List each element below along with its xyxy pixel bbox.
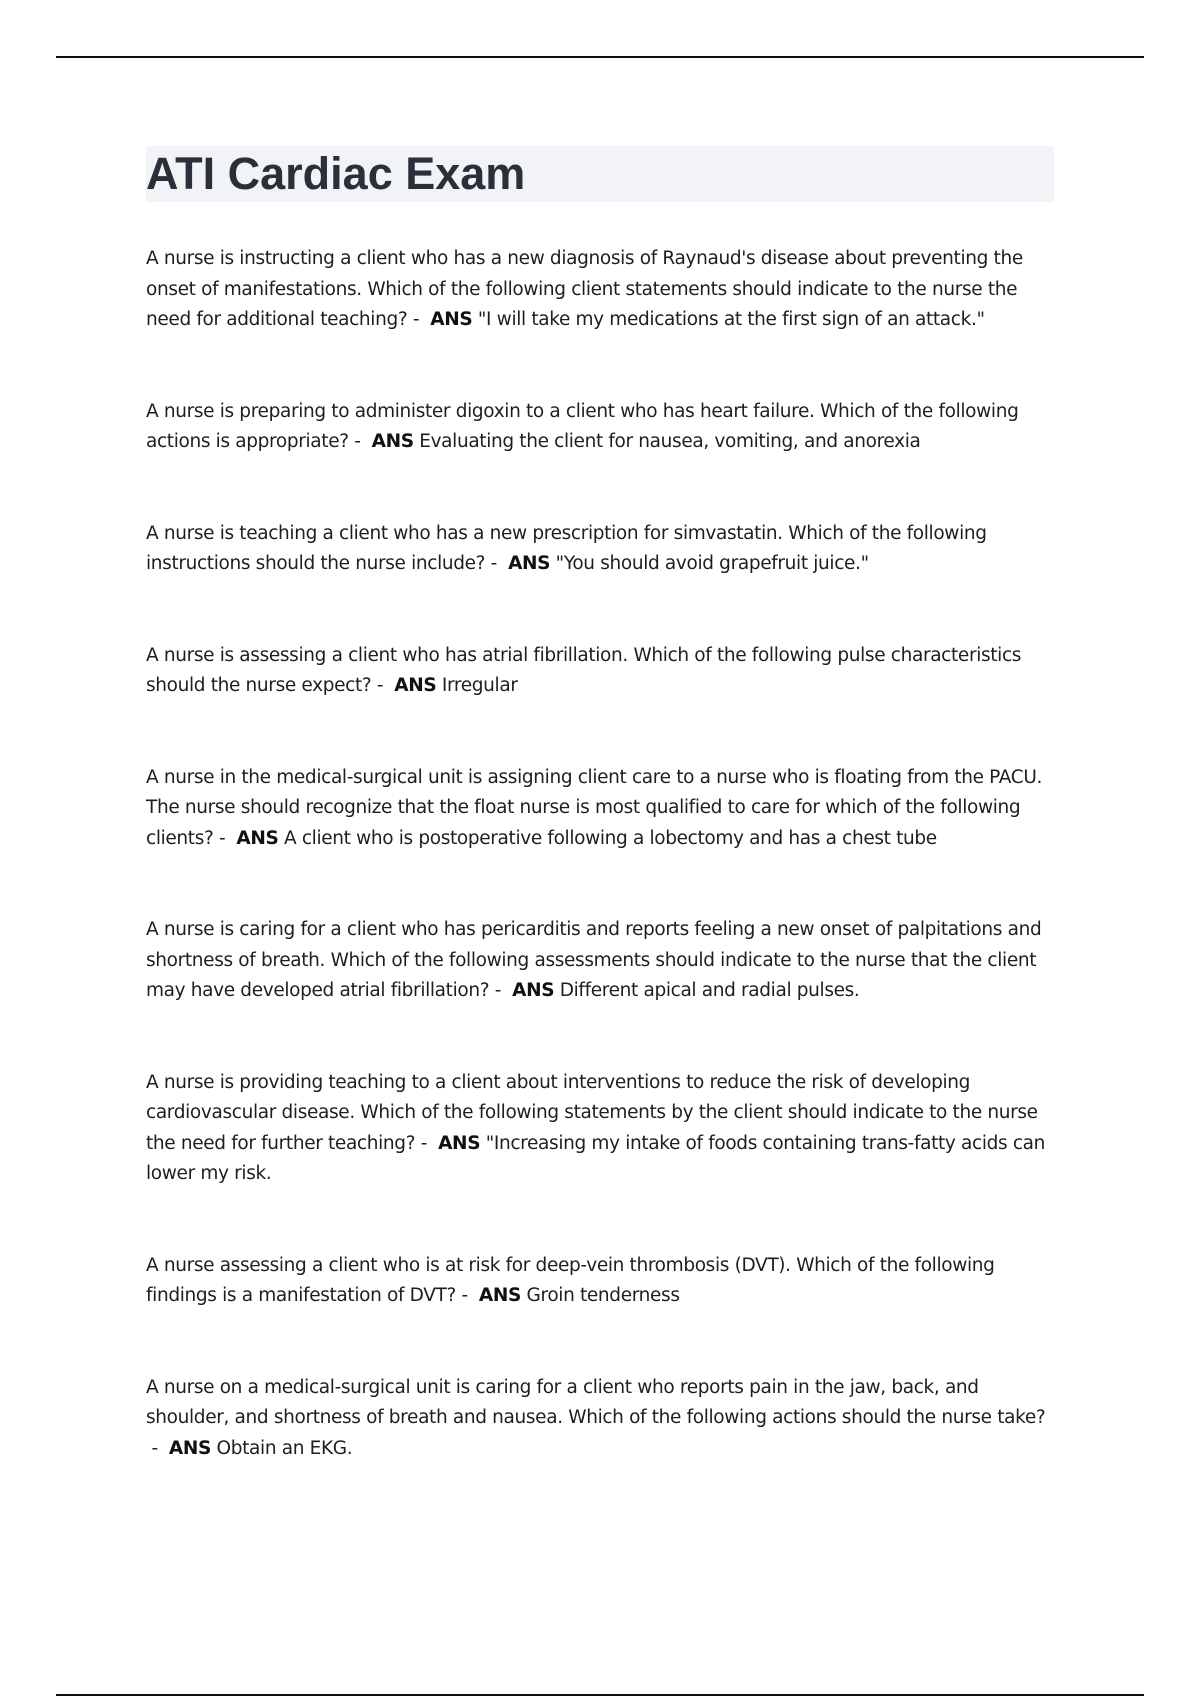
answer-text: "You should avoid grapefruit juice." (555, 553, 869, 574)
qa-item (146, 641, 1058, 702)
answer-label: ANS (508, 553, 551, 574)
answer-label: ANS (512, 980, 555, 1001)
separator: - (371, 675, 389, 696)
answer-label: ANS (371, 431, 414, 452)
question-text: A nurse assessing a client who is at risk for deep-vein thrombosis (DVT). Which of the following findings is a manifestation of DVT? (146, 1254, 995, 1306)
answer-text: "Increasing my intake of foods containing trans-fatty acids can lower my risk. (146, 1132, 1046, 1184)
question-text: A nurse in the medical-surgical unit is assigning client care to a nurse who is floating from the PACU. The nurse should recognize that the float nurse is most qualified to care for which of the following clients? (146, 766, 1043, 849)
question-text: A nurse is preparing to administer digoxin to a client who has heart failure. Which of the following actions is appropriate? (146, 400, 1019, 452)
bottom-rule (56, 1694, 1144, 1696)
qa-item (146, 244, 1058, 336)
answer-text: A client who is postoperative following a lobectomy and has a chest tube (284, 827, 937, 849)
answer-label: ANS (394, 675, 437, 696)
question-text: A nurse on a medical-surgical unit is caring for a client who reports pain in the jaw, back, and shoulder, and shortness of breath and nausea. Which of the following actions should the nurse take? (146, 1376, 1046, 1428)
qa-item (146, 1068, 1058, 1190)
qa-item (146, 1251, 1058, 1312)
question-text: A nurse is providing teaching to a client about interventions to reduce the risk of developing cardiovascular disease. Which of the following statements by the client should indicate to the nurse the need for further teaching? (146, 1071, 1038, 1154)
qa-item (146, 519, 1058, 580)
question-text: A nurse is assessing a client who has atrial fibrillation. Which of the following pulse characteristics should the nurse expect? (146, 644, 1022, 696)
answer-label: ANS (430, 309, 473, 330)
separator: - (489, 980, 507, 1001)
top-rule (56, 56, 1144, 58)
question-text: A nurse is instructing a client who has a new diagnosis of Raynaud's disease about preventing the onset of manifestations. Which of the following client statements should indicate to the nurse the need for additional teaching? (146, 248, 1023, 330)
qa-list (146, 244, 1058, 1525)
page-title: ATI Cardiac Exam (146, 148, 526, 199)
separator: - (146, 1437, 164, 1459)
separator: - (415, 1132, 433, 1154)
question-text: A nurse is caring for a client who has pericarditis and reports feeling a new onset of palpitations and shortness of breath. Which of the following assessments should indicate to the nurse that the client may have developed atrial fibrillation? (146, 919, 1042, 1001)
answer-label: ANS (478, 1285, 521, 1306)
separator: - (485, 553, 503, 574)
separator: - (407, 309, 425, 330)
separator: - (213, 827, 231, 849)
qa-item (146, 1373, 1058, 1465)
answer-text: "I will take my medications at the first sign of an attack." (477, 309, 985, 330)
answer-text: Irregular (441, 675, 518, 696)
qa-item (146, 397, 1058, 458)
answer-label: ANS (438, 1132, 481, 1154)
answer-label: ANS (236, 827, 279, 849)
qa-item (146, 763, 1058, 855)
qa-item (146, 915, 1058, 1007)
answer-label: ANS (168, 1437, 211, 1459)
separator: - (455, 1285, 474, 1306)
question-text: A nurse is teaching a client who has a new prescription for simvastatin. Which of the following instructions should the nurse include? (146, 522, 987, 574)
answer-text: Obtain an EKG. (216, 1437, 353, 1459)
answer-text: Different apical and radial pulses. (559, 980, 860, 1001)
answer-text: Evaluating the client for nausea, vomiting, and anorexia (419, 431, 921, 452)
answer-text: Groin tenderness (526, 1285, 680, 1306)
separator: - (348, 431, 367, 452)
